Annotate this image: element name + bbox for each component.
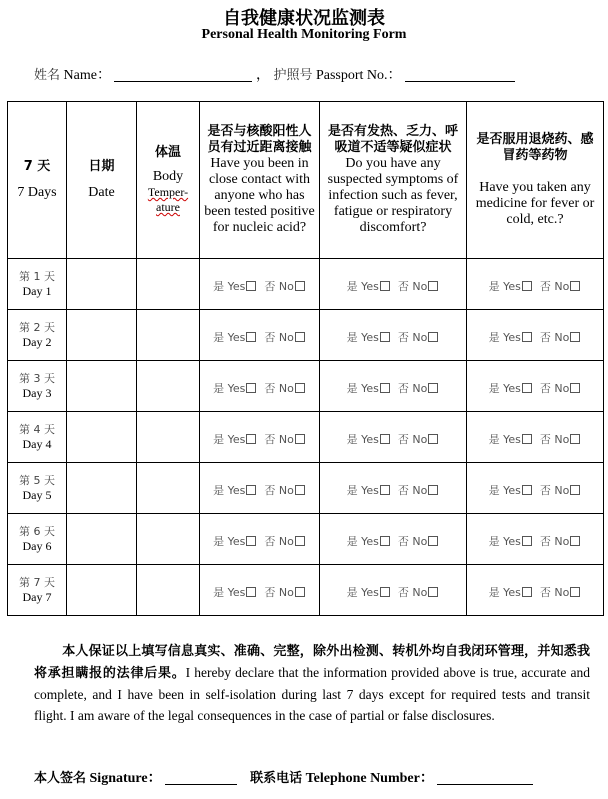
yes-label: 是 Yes: [213, 483, 246, 497]
header-medicine-en: Have you taken any medicine for fever or cold, etc.?: [475, 180, 595, 227]
temperature-cell[interactable]: [137, 310, 200, 361]
no-checkbox[interactable]: [570, 383, 580, 393]
no-label: 否 No: [397, 432, 428, 446]
table-row: [8, 514, 604, 565]
declaration-cn: 本人保证以上填写信息真实、准确、完整，除外出检测、转机外均自我闭环管理，并知悉我将承担瞒报的法律后果。: [34, 644, 590, 681]
no-checkbox[interactable]: [570, 587, 580, 597]
yes-checkbox[interactable]: [380, 281, 390, 291]
yes-label: 是 Yes: [346, 330, 379, 344]
no-checkbox[interactable]: [570, 485, 580, 495]
yes-no-options: [489, 433, 582, 446]
date-cell[interactable]: [67, 565, 137, 616]
no-checkbox[interactable]: [428, 485, 438, 495]
no-label: 否 No: [264, 279, 294, 293]
no-label: 否 No: [539, 483, 570, 497]
table-row: [8, 361, 604, 412]
yes-no-options: [489, 535, 582, 548]
no-checkbox[interactable]: [295, 281, 305, 291]
signature-label-en: Signature：: [89, 771, 162, 786]
header-temperature: [137, 102, 200, 259]
date-cell[interactable]: [67, 259, 137, 310]
no-label: 否 No: [539, 279, 570, 293]
passport-label-cn: 护照号: [273, 68, 313, 83]
no-label: 否 No: [539, 585, 570, 599]
medicine-answer-day-5: [467, 463, 604, 514]
temperature-cell[interactable]: [137, 259, 200, 310]
day-label-cn: 第 3 天: [19, 372, 55, 385]
no-checkbox[interactable]: [428, 281, 438, 291]
table-row: [8, 463, 604, 514]
yes-no-options: [347, 586, 440, 599]
header-date: [67, 102, 137, 259]
no-label: 否 No: [539, 381, 570, 395]
yes-no-options: [489, 382, 582, 395]
yes-checkbox[interactable]: [246, 536, 256, 546]
no-label: 否 No: [264, 432, 294, 446]
header-days-en: 7 Days: [17, 185, 57, 200]
monitoring-table: [7, 101, 604, 616]
no-label: 否 No: [397, 534, 428, 548]
yes-checkbox[interactable]: [522, 485, 532, 495]
yes-label: 是 Yes: [346, 534, 379, 548]
yes-checkbox[interactable]: [522, 281, 532, 291]
no-checkbox[interactable]: [295, 485, 305, 495]
yes-no-options: [213, 382, 306, 395]
no-label: 否 No: [264, 483, 294, 497]
no-checkbox[interactable]: [570, 434, 580, 444]
no-label: 否 No: [539, 534, 570, 548]
header-medicine: [467, 102, 604, 259]
name-field[interactable]: [114, 67, 252, 82]
yes-label: 是 Yes: [488, 381, 521, 395]
medicine-answer-day-7: [467, 565, 604, 616]
day-cell: [8, 259, 67, 310]
no-label: 否 No: [264, 330, 294, 344]
yes-label: 是 Yes: [213, 381, 246, 395]
medicine-answer-day-4: [467, 412, 604, 463]
header-temp-cn: 体温: [154, 145, 181, 160]
no-label: 否 No: [264, 534, 294, 548]
header-temp-en-3: ature: [156, 200, 180, 214]
yes-label: 是 Yes: [488, 483, 521, 497]
symptoms-answer-day-3: [320, 361, 467, 412]
day-cell: [8, 514, 67, 565]
yes-label: 是 Yes: [346, 483, 379, 497]
no-label: 否 No: [264, 381, 294, 395]
yes-label: 是 Yes: [488, 585, 521, 599]
day-label-en: Day 4: [22, 437, 52, 451]
yes-label: 是 Yes: [488, 432, 521, 446]
identity-row: [34, 64, 515, 84]
contact-answer-day-3: [200, 361, 320, 412]
yes-checkbox[interactable]: [522, 332, 532, 342]
yes-label: 是 Yes: [213, 279, 246, 293]
symptoms-answer-day-4: [320, 412, 467, 463]
no-label: 否 No: [539, 432, 570, 446]
symptoms-answer-day-7: [320, 565, 467, 616]
no-label: 否 No: [397, 585, 428, 599]
yes-label: 是 Yes: [213, 330, 246, 344]
header-days-cn: 7 天: [23, 159, 51, 174]
header-contact: [200, 102, 320, 259]
yes-no-options: [347, 382, 440, 395]
yes-label: 是 Yes: [346, 381, 379, 395]
passport-field[interactable]: [405, 67, 515, 82]
header-date-cn: 日期: [88, 159, 115, 174]
day-cell: [8, 463, 67, 514]
day-label-cn: 第 7 天: [19, 576, 55, 589]
no-checkbox[interactable]: [428, 434, 438, 444]
declaration-text: [34, 640, 590, 726]
day-label-cn: 第 2 天: [19, 321, 55, 334]
yes-no-options: [489, 280, 582, 293]
day-label-cn: 第 4 天: [19, 423, 55, 436]
day-label-cn: 第 5 天: [19, 474, 55, 487]
yes-no-options: [347, 484, 440, 497]
yes-checkbox[interactable]: [246, 434, 256, 444]
header-temp-en-1: Body: [152, 169, 184, 184]
yes-checkbox[interactable]: [380, 536, 390, 546]
yes-checkbox[interactable]: [246, 485, 256, 495]
telephone-field[interactable]: [437, 770, 533, 785]
yes-checkbox[interactable]: [246, 383, 256, 393]
yes-label: 是 Yes: [346, 279, 379, 293]
yes-checkbox[interactable]: [380, 383, 390, 393]
no-checkbox[interactable]: [428, 332, 438, 342]
day-cell: [8, 310, 67, 361]
header-symptoms-cn: 是否有发热、乏力、呼吸道不适等疑似症状: [327, 124, 458, 155]
yes-checkbox[interactable]: [380, 587, 390, 597]
yes-no-options: [347, 280, 440, 293]
form-title-chinese: 自我健康状况监测表: [223, 8, 385, 29]
yes-label: 是 Yes: [488, 330, 521, 344]
yes-no-options: [347, 331, 440, 344]
contact-answer-day-7: [200, 565, 320, 616]
separator: ，: [255, 68, 270, 83]
yes-no-options: [347, 433, 440, 446]
date-cell[interactable]: [67, 412, 137, 463]
signature-field[interactable]: [165, 770, 237, 785]
table-row: [8, 310, 604, 361]
medicine-answer-day-2: [467, 310, 604, 361]
yes-checkbox[interactable]: [380, 332, 390, 342]
temperature-cell[interactable]: [137, 565, 200, 616]
no-checkbox[interactable]: [295, 383, 305, 393]
temperature-cell[interactable]: [137, 514, 200, 565]
temperature-cell[interactable]: [137, 463, 200, 514]
no-label: 否 No: [264, 585, 294, 599]
header-row: [8, 102, 604, 259]
no-checkbox[interactable]: [295, 536, 305, 546]
no-checkbox[interactable]: [428, 587, 438, 597]
yes-checkbox[interactable]: [380, 485, 390, 495]
yes-checkbox[interactable]: [522, 587, 532, 597]
telephone-label-en: Telephone Number：: [305, 771, 434, 786]
signature-label-cn: 本人签名: [34, 771, 87, 786]
yes-no-options: [213, 535, 306, 548]
no-label: 否 No: [397, 330, 428, 344]
no-label: 否 No: [397, 483, 428, 497]
yes-no-options: [347, 535, 440, 548]
yes-label: 是 Yes: [213, 432, 246, 446]
temperature-cell[interactable]: [137, 361, 200, 412]
header-medicine-cn: 是否服用退烧药、感冒药等药物: [476, 132, 594, 163]
no-checkbox[interactable]: [570, 332, 580, 342]
declaration-en: I hereby declare that the information provided above is true, accurate and complete, and I have been in self-isolation during last 7 days except for required tests and transit flight. I am aware of the legal consequences in the case of partial or false disclosures.: [34, 665, 590, 723]
medicine-answer-day-3: [467, 361, 604, 412]
yes-label: 是 Yes: [346, 432, 379, 446]
no-checkbox[interactable]: [428, 536, 438, 546]
temperature-cell[interactable]: [137, 412, 200, 463]
yes-no-options: [489, 586, 582, 599]
no-label: 否 No: [397, 279, 428, 293]
day-cell: [8, 361, 67, 412]
yes-no-options: [213, 433, 306, 446]
day-label-en: Day 2: [22, 335, 52, 349]
no-checkbox[interactable]: [295, 587, 305, 597]
header-contact-en: Have you been in close contact with anyone who has been tested positive for nucleic acid?: [204, 156, 315, 235]
yes-checkbox[interactable]: [246, 281, 256, 291]
day-label-en: Day 6: [22, 539, 52, 553]
no-checkbox[interactable]: [295, 434, 305, 444]
yes-label: 是 Yes: [213, 585, 246, 599]
no-label: 否 No: [397, 381, 428, 395]
contact-answer-day-2: [200, 310, 320, 361]
yes-no-options: [213, 280, 306, 293]
day-label-en: Day 1: [22, 284, 52, 298]
contact-answer-day-1: [200, 259, 320, 310]
yes-no-options: [489, 331, 582, 344]
day-cell: [8, 412, 67, 463]
no-checkbox[interactable]: [570, 281, 580, 291]
table-row: [8, 565, 604, 616]
yes-checkbox[interactable]: [522, 434, 532, 444]
yes-checkbox[interactable]: [246, 332, 256, 342]
table-row: [8, 412, 604, 463]
yes-no-options: [489, 484, 582, 497]
date-cell[interactable]: [67, 463, 137, 514]
header-symptoms-en: Do you have any suspected symptoms of infection such as fever, fatigue or respiratory discomfort?: [327, 156, 459, 235]
symptoms-answer-day-2: [320, 310, 467, 361]
yes-checkbox[interactable]: [246, 587, 256, 597]
date-cell[interactable]: [67, 514, 137, 565]
name-label-en: Name：: [63, 68, 111, 83]
day-label-en: Day 7: [22, 590, 52, 604]
yes-label: 是 Yes: [346, 585, 379, 599]
passport-label-en: Passport No.：: [315, 68, 402, 83]
yes-checkbox[interactable]: [380, 434, 390, 444]
no-checkbox[interactable]: [428, 383, 438, 393]
day-label-cn: 第 1 天: [19, 270, 55, 283]
header-temp-en-2: Temper-: [147, 185, 189, 199]
form-title-english: Personal Health Monitoring Form: [201, 27, 407, 42]
name-label-cn: 姓名: [34, 68, 61, 83]
header-contact-cn: 是否与核酸阳性人员有过近距离接触: [207, 124, 312, 155]
signature-row: [34, 767, 533, 787]
medicine-answer-day-1: [467, 259, 604, 310]
yes-checkbox[interactable]: [522, 383, 532, 393]
header-date-en: Date: [88, 185, 115, 200]
no-label: 否 No: [539, 330, 570, 344]
symptoms-answer-day-1: [320, 259, 467, 310]
yes-label: 是 Yes: [488, 534, 521, 548]
no-checkbox[interactable]: [570, 536, 580, 546]
contact-answer-day-4: [200, 412, 320, 463]
symptoms-answer-day-5: [320, 463, 467, 514]
day-cell: [8, 565, 67, 616]
contact-answer-day-6: [200, 514, 320, 565]
table-row: [8, 259, 604, 310]
medicine-answer-day-6: [467, 514, 604, 565]
header-symptoms: [320, 102, 467, 259]
header-days: [8, 102, 67, 259]
symptoms-answer-day-6: [320, 514, 467, 565]
day-label-cn: 第 6 天: [19, 525, 55, 538]
contact-answer-day-5: [200, 463, 320, 514]
yes-label: 是 Yes: [213, 534, 246, 548]
day-label-en: Day 3: [22, 386, 52, 400]
day-label-en: Day 5: [22, 488, 52, 502]
yes-label: 是 Yes: [488, 279, 521, 293]
yes-no-options: [213, 586, 306, 599]
yes-checkbox[interactable]: [522, 536, 532, 546]
yes-no-options: [213, 484, 306, 497]
date-cell[interactable]: [67, 310, 137, 361]
date-cell[interactable]: [67, 361, 137, 412]
no-checkbox[interactable]: [295, 332, 305, 342]
yes-no-options: [213, 331, 306, 344]
telephone-label-cn: 联系电话: [250, 771, 303, 786]
